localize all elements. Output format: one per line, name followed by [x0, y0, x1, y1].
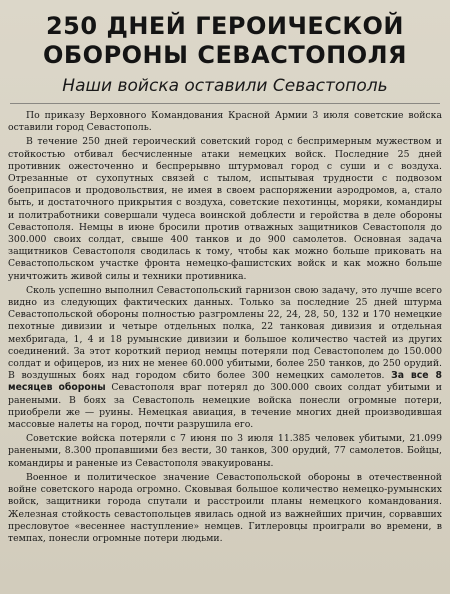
divider — [10, 103, 440, 104]
headline-line-2: ОБОРОНЫ СЕВАСТОПОЛЯ — [42, 41, 408, 69]
headline — [8, 12, 442, 70]
article-body — [8, 110, 442, 545]
paragraph-2: В течение 250 дней героический советский город с беспримерным мужеством и стойкостью отбивал бесчисленные атаки немецких войск. Последние 25 дней противник ожесточенно и беспрерывно штурмовал город с суши и с воздуха. Отрезанные от сухопутных связей с тылом, испытывая трудности с подвозом боеприпасов и продовольствия, не имея в своем распоряжении аэродромов, а, стало быть, и достаточного прикрытия с воздуха, советские пехотинцы, моряки, командиры и политработники совершали чудеса воинской доблести и геройства в деле обороны Севастополя. Немцы в июне бросили против отважных защитников Севастополя до 300.000 своих солдат, свыше 400 танков и до 900 самолетов. Основная задача защитников Севастополя сводилась к тому, чтобы как можно больше приковать на Севастопольском участке фронта немецко-фашистских войск и как можно больше уничтожить живой силы и техники противника. — [8, 136, 442, 282]
subheadline: Наши войска оставили Севастополь — [62, 76, 388, 96]
paragraph-3-text: Сколь успешно выполнил Севастопольский гарнизон свою задачу, это лучше всего видно из следующих фактических данных. Только за последние 25 дней штурма Севастопольской обороны полностью разгромлены 22, 24, 28, 50, 132 и 170 немецкие пехотные дивизии и четыре отдельных полка, 22 танковая дивизия и отдельная мехбригада, 1, 4 и 18 румынские дивизии и большое количество частей из других соединений. За этот короткий период немцы потеряли под Севастополем до 150.000 солдат и офицеров, из них не менее 60.000 убитыми, более 250 танков, до 250 орудий. В воздушных боях над городом сбито более 300 немецких самолетов. — [8, 284, 442, 382]
paragraph-3 — [8, 285, 442, 431]
paragraph-4: Советские войска потеряли с 7 июня по 3 июля 11.385 человек убитыми, 21.099 ранеными, 8.300 пропавшими без вести, 30 танков, 300 орудий, 77 самолетов. Бойцы, командиры и раненые из Севастополя эвакуированы. — [8, 433, 442, 469]
headline-line-1: 250 ДНЕЙ ГЕРОИЧЕСКОЙ — [45, 12, 405, 40]
paragraph-3-tail: Севастополя враг потерял до 300.000 своих солдат убитыми и ранеными. В боях за Севастополь немецкие войска понесли огромные потери, приобрели же — руины. Немецкая авиация, в течение многих дней производившая массовые налеты на город, почти разрушила его. — [8, 382, 442, 431]
paragraph-5: Военное и политическое значение Севастопольской обороны в отечественной войне советского народа огромно. Сковывая большое количество немецко-румынских войск, защитники города спутали и расстроили планы немецкого командования. Железная стойкость севастопольцев явилась одной из важнейших причин, сорвавших пресловутое «весеннее наступление» немцев. Гитлеровцы проиграли во времени, в темпах, понесли огромные потери людьми. — [8, 471, 442, 544]
paragraph-3-bold: За все 8 месяцев обороны — [8, 370, 442, 394]
paragraph-1: По приказу Верховного Командования Красной Армии 3 июля советские войска оставили город Севастополь. — [8, 110, 442, 134]
